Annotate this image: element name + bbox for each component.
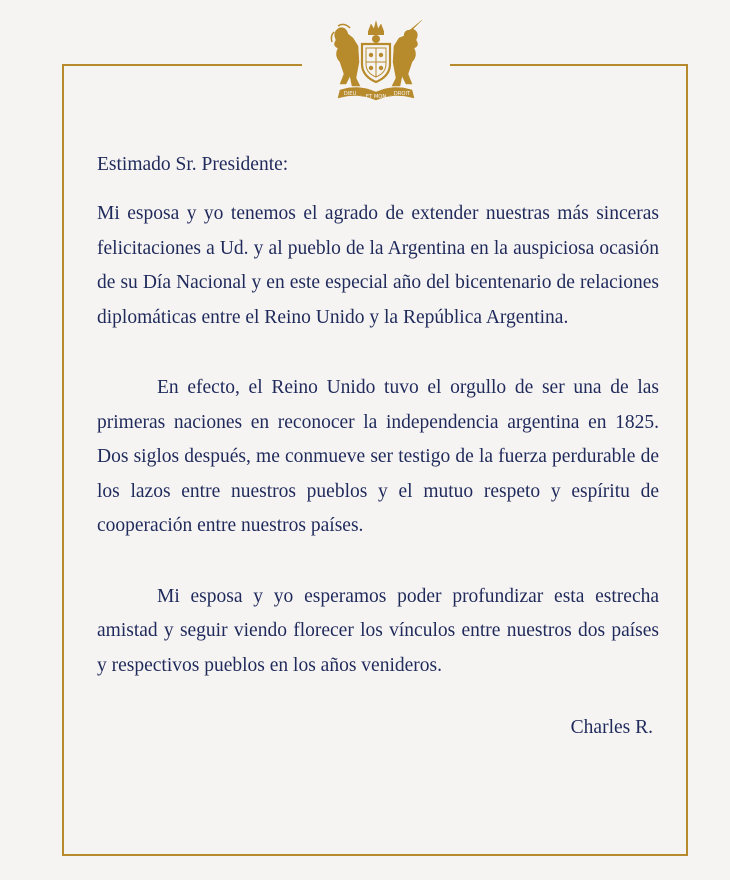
paragraph-2: En efecto, el Reino Unido tuvo el orgullo de ser una de las primeras naciones en reconocer la independencia argentina en 1825. Dos siglos después, me conmueve ser testigo de la fuerza perdurable de los lazos entre nuestros pueblos y el mutuo respeto y espíritu de cooperación entre nuestros países.	[97, 377, 659, 536]
salutation: Estimado Sr. Presidente:	[97, 154, 289, 175]
signature: Charles R.	[570, 717, 653, 738]
royal-coat-of-arms-icon	[322, 18, 430, 104]
motto-right: DROIT	[393, 91, 411, 97]
letter-body	[97, 150, 659, 743]
paragraph-1: Mi esposa y yo tenemos el agrado de extender nuestras más sinceras felicitaciones a Ud. y al pueblo de la Argentina en la auspiciosa ocasión de su Día Nacional y en este especial año del bicentenario de relaciones diplomáticas entre el Reino Unido y la República Argentina.	[97, 203, 659, 328]
motto-center: ET MON	[365, 94, 387, 100]
paragraph-3: Mi esposa y yo esperamos poder profundizar esta estrecha amistad y seguir viendo florecer los vínculos entre nuestros dos países y respectivos pueblos en los años venideros.	[97, 585, 659, 676]
motto-left: DIEU	[343, 91, 357, 97]
